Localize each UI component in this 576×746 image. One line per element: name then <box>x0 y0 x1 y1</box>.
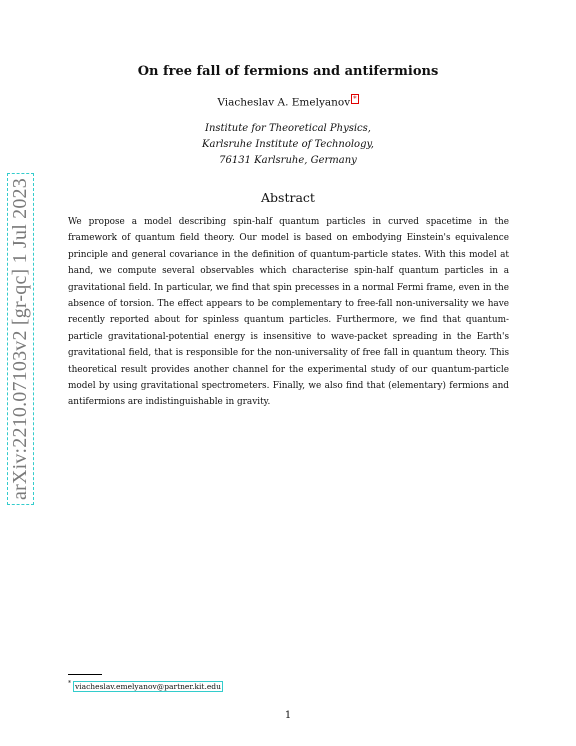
author-name: Viacheslav A. Emelyanov <box>217 96 351 109</box>
affiliation-university: Karlsruhe Institute of Technology, <box>202 139 374 150</box>
abstract-text: We propose a model describing spin-half quantum particles in curved spacetime in the framework of quantum field theory. Our model is based on embodying Einstein's equivalence principle and general covariance in the definition of quantum-particle states. With this model at hand, we compute several observables which characterise spin-half quantum particles in a gravitational field. In particular, we find that spin precesses in a normal Fermi frame, even in the absence of torsion. The effect appears to be complementary to free-fall non-universality we have recently reported about for spinless quantum particles. Furthermore, we find that quantum-particle gravitational-potential energy is insensitive to wave-packet spreading in the Earth's gravitational field, that is responsible for the non-universality of free fall in quantum theory. This theoretical result provides another channel for the experimental study of our quantum-particle model by using gravitational spectrometers. Finally, we also find that (elementary) fermions and antifermions are indistinguishable in gravity. <box>68 217 509 408</box>
paper-title: On free fall of fermions and antifermions <box>137 64 439 79</box>
affiliation-institute: Institute for Theoretical Physics, <box>205 123 371 134</box>
author-line <box>0 94 576 109</box>
footnote-divider <box>68 674 102 675</box>
affiliation-address: 76131 Karlsruhe, Germany <box>219 155 357 166</box>
affiliation <box>0 121 576 169</box>
author-footnote-link[interactable]: * <box>353 95 357 103</box>
arxiv-identifier-stamp[interactable]: arXiv:2210.07103v2 [gr-qc] 1 Jul 2023 <box>7 173 34 505</box>
author-email-link[interactable]: viacheslav.emelyanov@partner.kit.edu <box>75 681 221 691</box>
abstract-heading: Abstract <box>261 190 315 205</box>
page-number: 1 <box>284 710 292 721</box>
footnote <box>68 678 223 693</box>
footnote-symbol: * <box>68 680 71 687</box>
